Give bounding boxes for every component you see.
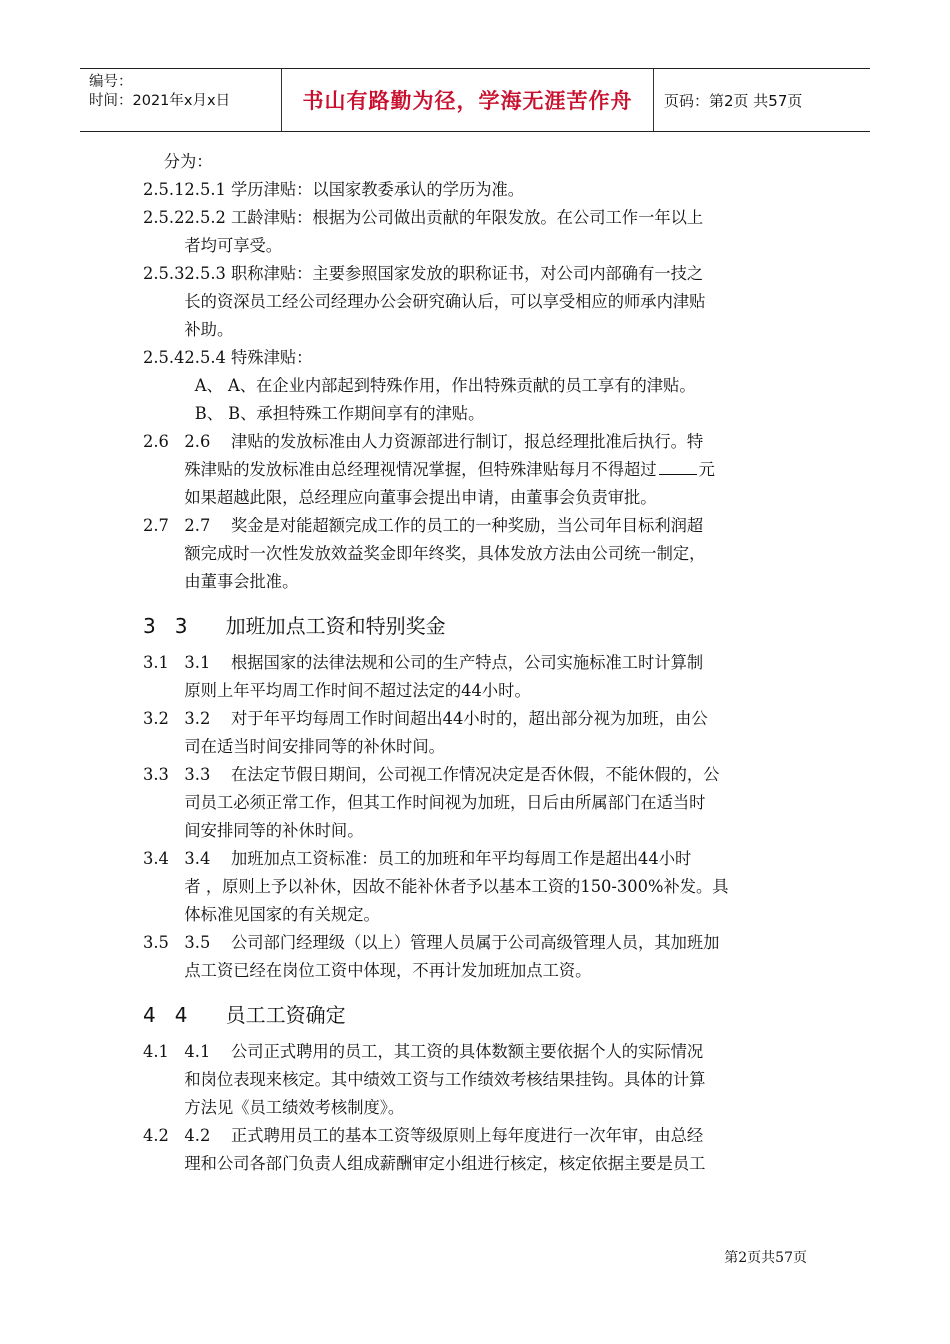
header-meta-cell — [80, 69, 282, 131]
paragraph-line: 分为： — [143, 152, 213, 171]
paragraph-line: 间安排同等的补休时间。 — [143, 821, 364, 840]
paragraph-line: 司在适当时间安排同等的补休时间。 — [143, 737, 445, 756]
clause-2-6: 2.6 2.6 津贴的发放标准由人力资源部进行制订，报总经理批准后执行。特 — [143, 432, 704, 451]
paragraph-line: 司员工必须正常工作，但其工作时间视为加班，日后由所属部门在适当时 — [143, 793, 706, 812]
page-header — [80, 68, 870, 132]
paragraph-line: 方法见《员工绩效考核制度》。 — [143, 1098, 405, 1117]
document-body — [143, 148, 808, 1178]
clause-3-3: 3.3 3.3 在法定节假日期间，公司视工作情况决定是否休假，不能休假的，公 — [143, 765, 720, 784]
clause-3-4: 3.4 3.4 加班加点工资标准：员工的加班和年平均每周工作是超出44小时 — [143, 849, 692, 868]
sub-item-b: B、 B、承担特殊工作期间享有的津贴。 — [143, 404, 485, 423]
paragraph-line: 额完成时一次性发放效益奖金即年终奖，具体发放方法由公司统一制定， — [143, 544, 706, 563]
paragraph-line: 长的资深员工经公司经理办公会研究确认后，可以享受相应的师承内津贴 — [143, 292, 706, 311]
paragraph-line — [143, 456, 808, 484]
clause-3-2: 3.2 3.2 对于年平均每周工作时间超出44小时的，超出部分视为加班，由公 — [143, 709, 708, 728]
paragraph-line: 点工资已经在岗位工资中体现，不再计发加班加点工资。 — [143, 961, 592, 980]
clause-3-1: 3.1 3.1 根据国家的法律法规和公司的生产特点，公司实施标准工时计算制 — [143, 653, 704, 672]
paragraph-line: 原则上年平均周工作时间不超过法定的44小时。 — [143, 681, 531, 700]
section-heading-4: 4 4 员工工资确定 — [143, 1003, 346, 1027]
doc-code-label: 编号： — [89, 74, 133, 90]
page-footer: 第2页共57页 — [724, 1250, 807, 1266]
paragraph-line: 补助。 — [143, 320, 234, 339]
header-page-cell — [654, 69, 870, 131]
paragraph-line: 者 ，原则上予以补休，因故不能补休者予以基本工资的150-300%补发。具 — [143, 877, 729, 896]
line-text: 元 — [698, 460, 715, 479]
clause-4-1: 4.1 4.1 公司正式聘用的员工，其工资的具体数额主要依据个人的实际情况 — [143, 1042, 704, 1061]
clause-2-5-2: 2.5.22.5.2 工龄津贴：根据为公司做出贡献的年限发放。在公司工作一年以上 — [143, 208, 704, 227]
section-heading-3: 3 3 加班加点工资和特别奖金 — [143, 614, 446, 638]
clause-4-2: 4.2 4.2 正式聘用员工的基本工资等级原则上每年度进行一次年审，由总经 — [143, 1126, 704, 1145]
paragraph-line: 由董事会批准。 — [143, 572, 299, 591]
clause-2-5-4: 2.5.42.5.4 特殊津贴： — [143, 348, 313, 367]
clause-2-7: 2.7 2.7 奖金是对能超额完成工作的员工的一种奖励，当公司年目标利润超 — [143, 516, 704, 535]
header-motto-cell — [282, 69, 654, 131]
paragraph-line: 者均可享受。 — [143, 236, 283, 255]
doc-time-label: 时间：2021年x月x日 — [89, 93, 231, 109]
header-page-number: 页码：第2页 共57页 — [664, 91, 803, 110]
clause-2-5-3: 2.5.32.5.3 职称津贴：主要参照国家发放的职称证书，对公司内部确有一技之 — [143, 264, 704, 283]
paragraph-line: 理和公司各部门负责人组成薪酬审定小组进行核定，核定依据主要是员工 — [143, 1154, 706, 1173]
line-text: 殊津贴的发放标准由总经理视情况掌握，但特殊津贴每月不得超过 — [143, 460, 657, 479]
header-motto: 书山有路勤为径，学海无涯苦作舟 — [302, 89, 633, 113]
paragraph-line: 体标准见国家的有关规定。 — [143, 905, 380, 924]
sub-item-a: A、 A、在企业内部起到特殊作用，作出特殊贡献的员工享有的津贴。 — [143, 376, 696, 395]
paragraph-line: 和岗位表现来核定。其中绩效工资与工作绩效考核结果挂钩。具体的计算 — [143, 1070, 706, 1089]
paragraph-line: 如果超越此限，总经理应向董事会提出申请，由董事会负责审批。 — [143, 488, 657, 507]
clause-3-5: 3.5 3.5 公司部门经理级（以上）管理人员属于公司高级管理人员，其加班加 — [143, 933, 720, 952]
clause-2-5-1: 2.5.12.5.1 学历津贴：以国家教委承认的学历为准。 — [143, 180, 525, 199]
fill-in-blank — [659, 456, 697, 475]
